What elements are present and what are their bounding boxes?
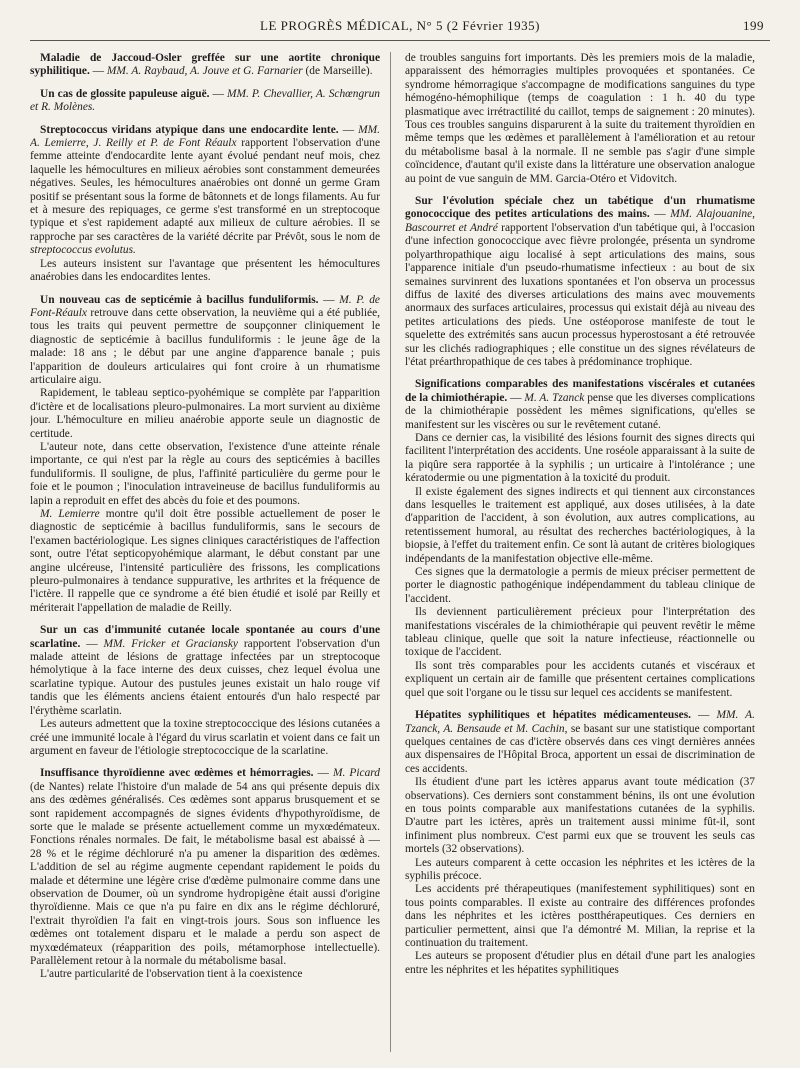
article-text: retrouve dans cette observation, la neuvième qui a été publiée, tous les traits qui peuvent permettre de soupçonner cliniquement le diagnostic de septicémie à bacillus funduliformis : le jeune âge de la malade: 18 ans ; le début par une angine d'apparence banale ; puis l'apparition de douleurs articulaires qui font croire à un rhumatisme articulaire aigu. (30, 306, 380, 386)
article-paragraph: Ils deviennent particulièrement précieux pour l'interprétation des manifestations viscérales de la chimiothérapie qui peuvent revêtir le même tableau clinique, quelle que soit la nature infectieuse, réactionnelle ou toxique de l'accident. (405, 606, 755, 659)
article-paragraph: Ils étudient d'une part les ictères apparus avant toute médication (37 observations). Ces derniers sont constamment bénins, ils ont une évolution en tous points comparable aux manifestations cutanées de la syphilis. D'autre part les ictères, après un traitement aussi minime fût-il, sont infiniment plus nombreux. C'est parmi eux que se trouvent les seuls cas mortels (32 observations). (405, 776, 755, 856)
running-header (30, 18, 770, 36)
article-paragraph: Ces signes que la dermatologie a permis de mieux préciser permettent de porter le diagnostic pathogénique indépendamment du tableau clinique de l'accident. (405, 566, 755, 605)
article-text: pense que les diverses complications de la chimiothérapie possèdent les mêmes significations, qu'elles se manifestent sur les viscères ou sur le revêtement cutané. (405, 391, 755, 431)
article-text: rapportent l'observation d'une femme atteinte d'endocardite lente ayant évolué pendant neuf mois, chez laquelle les hémocultures en milieux aérobies sont constamment demeurées négatives. Seules, les hémocultures anaérobies ont donné un germe Gram positif se présentant sous la forme de bâtonnets et de longs filaments. Au fur et à mesure des repiquages, ce germe s'est transformé en un streptocoque typique et s'est rapidement adapté aux milieux de culture aérobies. Il se rapproche par ses caractères de la variété décrite par Prévôt, sous le nom de (30, 137, 380, 243)
article-title: Significations comparables des manifestations viscérales et cutanées de la chimiothérapie. (405, 378, 755, 404)
article-glossite: Un cas de glossite papuleuse aiguë. — MM. P. Chevallier, A. Schœngrun et R. Molènes. (30, 87, 380, 114)
article-paragraph: Les auteurs insistent sur l'avantage que présentent les hémocultures anaérobies dans les endocardites lentes. (30, 257, 380, 284)
article-authors: M. A. Tzanck (524, 391, 585, 404)
article-tabetique: Sur l'évolution spéciale chez un tabétique d'un rhumatisme gonococcique des petites articulations des mains. — MM. Alajouanine, Bascourret et André rapportent l'observation d'un tabétique qui, à l'occasion d'une infection gonococcique avec fièvre prolongée, présenta un syndrome polyarthropathique aigu localisé à sept articulations des mains, sous l'apparence initiale d'un pseudo-rhumatisme infectieux : au bout de six semaines survinrent des luxations spontanées et l'on observa un processus diffus de laxité des diverses articulations des mains avec mouvements anormaux des surfaces articulaires, processus qui existait déjà au niveau des petites articulations des pieds. Une ostéoporose manifeste de tout le squelette des extrémités sans aucun processus hyperostosant a été retrouvée sur les clichés radiographiques ; elle constitue un des signes révélateurs de l'état préarthropathique de ces tabes à prédominance trophique. (405, 195, 755, 368)
article-text: , se basant sur une statistique comportant quelques centaines de cas d'ictère observés dans ces vingt dernières années aux dispensaires de l'Hôpital Broca, apportent un essai de discrimination de ces accidents. (405, 722, 755, 775)
article-authors: MM. A. Raybaud, A. Jouve et G. Farnarier (106, 65, 303, 78)
article-title: Un nouveau cas de septicémie à bacillus funduliformis. (40, 293, 319, 306)
article-title: Streptococcus viridans atypique dans une endocardite lente. (40, 123, 339, 136)
article-thyroidienne: Insuffisance thyroïdienne avec œdèmes et hémorragies. — M. Picard (de Nantes) relate l'histoire d'un malade de 54 ans qui présente depuis dix ans des œdèmes généralisés. Ces œdèmes sont apparus brusquement et se sont rapidement accompagnés de signes évidents d'hypothyroïdisme, de sorte que le malade se présente actuellement comme un myxœdémateux. Fonctions rénales normales. De fait, le métabolisme basal est abaissé à — 28 % et le régime déchloruré n'a pu amener la disparition des œdèmes. L'addition de sel au régime augmente cependant rapidement le poids du malade et détermine une légère crise d'œdème pulmonaire comme dans une observation de Doumer, où un syndrome hydropigène était aussi d'origine thyroïdienne. Mais ce que n'a pu faire en dix ans le régime déchloruré, l'extrait thyroïdien l'a fait en vingt-trois jours. Sous son influence les œdèmes ont totalement disparu et le malade a perdu son aspect de myxœdémateux (réapparition des poils, métamorphose intellectuelle). Parallèlement retour à la normale du métabolisme basal. L'autre particularité de l'observation tient à la coexistence (30, 767, 380, 981)
article-paragraph: Il existe également des signes indirects et qui tiennent aux circonstances dans lesquelles le traitement est appliqué, aux doses utilisées, à la date d'apparition de l'accident, à son évolution, aux autres complications, au retentissement humoral, au résultat des recherches bactériologiques, à la biopsie, à l'effet du traitement enfin. Ce sont là autant de critères biologiques indépendants de la manifestation objective elle-même. (405, 485, 755, 565)
article-thyroidienne-continued (405, 52, 755, 186)
article-title: Insuffisance thyroïdienne avec œdèmes et hémorragies. (40, 767, 314, 780)
article-paragraph: L'auteur note, dans cette observation, l'existence d'une atteinte rénale importante, ce qui n'est par la règle au cours des septicémies à bacilles funduliformis. Il souligne, de plus, l'affinité particulière du germe pour le foie et le poumon ; l'inoculation intraveineuse de bacillus funduliformis au lapin a reproduit en effet des abcès du foie et des poumons. (30, 440, 380, 507)
article-streptococcus: Streptococcus viridans atypique dans une endocardite lente. — MM. A. Lemierre, J. Reilly et P. de Font Réaulx rapportent l'observation d'une femme atteinte d'endocardite lente ayant évolué pendant neuf mois, chez laquelle les hémocultures en milieux aérobies sont constamment demeurées négatives. Seules, les hémocultures anaérobies ont donné un germe Gram positif se présentant sous la forme de bâtonnets et de longs filaments. Au fur et à mesure des repiquages, ce germe s'est transformé en un streptocoque typique et s'est rapidement adapté aux milieux de culture aérobies. Il se rapproche par ses caractères de la variété décrite par Prévôt, sous le nom de streptococcus evolutus. Les auteurs insistent sur l'avantage que présentent les hémocultures anaérobies dans les endocardites lentes. (30, 123, 380, 284)
article-chimiotherapie: Significations comparables des manifestations viscérales et cutanées de la chimiothérapie. — M. A. Tzanck pense que les diverses complications de la chimiothérapie possèdent les mêmes significations, qu'elles se manifestent sur les viscères ou sur le revêtement cutané. Dans ce dernier cas, la visibilité des lésions fournit des signes directs qui facilitent l'interprétation des accidents. Une roséole apparaissant à la suite de la piqûre sera rapportée à la syphilis ; un urticaire à l'intolérance ; une kératodermie ou une pigmentation à la toxicité du produit. Il existe également des signes indirects et qui tiennent aux circonstances dans lesquelles le traitement est appliqué, aux doses utilisées, à la date d'apparition de l'accident, à son évolution, aux autres complications, au retentissement humoral, au résultat des recherches bactériologiques, à la biopsie, à l'effet du traitement enfin. Ce sont là autant de critères biologiques indépendants de la manifestation objective elle-même. Ces signes que la dermatologie a permis de mieux préciser permettent de porter le diagnostic pathogénique indépendamment du tableau clinique de l'accident. Ils deviennent particulièrement précieux pour l'interprétation des manifestations viscérales de la chimiothérapie qui peuvent revêtir le même tableau clinique, quelle que soit la nature infectieuse, réactionnelle ou toxique de l'accident. Ils sont très comparables pour les accidents cutanés et viscéraux et expliquent un certain air de famille que présentent certaines complications quel que soit l'organe ou le tissu sur lequel ces accidents se manifestent. (405, 378, 755, 699)
article-scarlatine: Sur un cas d'immunité cutanée locale spontanée au cours d'une scarlatine. — MM. Fricker et Graciansky rapportent l'observation d'un malade atteint de lésions de grattage infectées par un streptocoque hémolytique à la face interne des deux cuisses, chez lequel évolua une scarlatine typique. Autour des pustules jeunes existait un halo rouge vif tandis que les éléments anciens étaient entourés d'un halo respecté par l'érythème scarlatin. Les auteurs admettent que la toxine streptococcique des lésions cutanées a créé une immunité locale à l'égard du virus scarlatin et voient dans ce fait un argument en faveur de l'étiologie streptococcique de la scarlatine. (30, 624, 380, 757)
journal-title: LE PROGRÈS MÉDICAL, N° 5 (2 Février 1935) (260, 18, 540, 33)
article-text: montre qu'il doit être possible actuellement de poser le diagnostic de septicémie à bacillus funduliformis, sans le secours de l'examen bactériologique. Les signes cliniques caractéristiques de l'affection sont, outre l'état septicopyohémique alarmant, le début constant par une angine ulcéreuse, l'intensité particulière des frissons, les complications pleuro-pulmonaires à tendance suppurative, les arthrites et la fréquence de l'ictère. Il rappelle que ce syndrome a été bien étudié et isolé par Reilly et mériterait l'appellation de maladie de Reilly. (30, 508, 380, 614)
article-authors: MM. P. Chevallier, A. Schœngrun et R. Molènes. (30, 87, 380, 114)
article-title: Hépatites syphilitiques et hépatites médicamenteuses. (415, 709, 691, 722)
article-authors: M. Lemierre (40, 508, 100, 520)
article-paragraph: Les auteurs admettent que la toxine streptococcique des lésions cutanées a créé une immunité locale à l'égard du virus scarlatin et voient dans ce fait un argument en faveur de l'étiologie streptococcique de la scarlatine. (30, 718, 380, 757)
article-paragraph: Rapidement, le tableau septico-pyohémique se complète par l'apparition d'ictère et de localisations pleuro-pulmonaires. La mort survient au dixième jour. L'hémoculture en milieu anaérobie apporte seule un diagnostic de certitude. (30, 387, 380, 440)
article-authors: MM. Fricker et Graciansky (103, 637, 238, 650)
article-paragraph: Dans ce dernier cas, la visibilité des lésions fournit des signes directs qui facilitent l'interprétation des accidents. Une roséole apparaissant à la suite de la piqûre sera rapportée à la syphilis ; un urticaire à l'intolérance ; une kératodermie ou une pigmentation à la toxicité du produit. (405, 431, 755, 485)
article-paragraph: Les auteurs comparent à cette occasion les néphrites et les ictères de la syphilis précoce. (405, 856, 755, 882)
article-title: Sur l'évolution spéciale chez un tabétique d'un rhumatisme gonococcique des petites articulations des mains. (405, 195, 755, 221)
header-rule (30, 40, 770, 41)
article-authors: M. P. de Font-Réaulx (30, 293, 380, 319)
article-text: (de Nantes) relate l'histoire d'un malade de 54 ans qui présente depuis dix ans des œdèmes généralisés. Ces œdèmes sont apparus brusquement et se sont rapidement accompagnés de signes évidents d'hypothyroïdisme, de sorte que le malade se présente actuellement comme un myxœdémateux. Fonctions rénales normales. De fait, le métabolisme basal est abaissé à — 28 % et le régime déchloruré n'a pu amener la disparition des œdèmes. L'addition de sel au régime augmente cependant rapidement le poids du malade et détermine une légère crise d'œdème pulmonaire comme dans une observation de Doumer, où un syndrome hydropigène était aussi d'origine thyroïdienne. Mais ce que n'a pu faire en dix ans le régime déchloruré, l'extrait thyroïdien l'a fait en vingt-trois jours. Sous son influence les œdèmes ont totalement disparu et le malade a perdu son aspect de myxœdémateux (réapparition des poils, métamorphose intellectuelle). Parallèlement retour à la normale du métabolisme basal. (30, 780, 380, 967)
article-title: Sur un cas d'immunité cutanée locale spontanée au cours d'une scarlatine. (30, 624, 380, 650)
article-septicemie: Un nouveau cas de septicémie à bacillus funduliformis. — M. P. de Font-Réaulx retrouve dans cette observation, la neuvième qui a été publiée, tous les traits qui peuvent permettre de soupçonner cliniquement le diagnostic de septicémie à bacillus funduliformis : le jeune âge de la malade: 18 ans ; le début par une angine d'apparence banale ; puis l'apparition de douleurs articulaires qui font croire à un rhumatisme articulaire aigu. Rapidement, le tableau septico-pyohémique se complète par l'apparition d'ictère et de localisations pleuro-pulmonaires. La mort survient au dixième jour. L'hémoculture en milieu anaérobie apporte seule un diagnostic de certitude. L'auteur note, dans cette observation, l'existence d'une atteinte rénale importante, ce qui n'est par la règle au cours des septicémies à bacilles funduliformis. Il souligne, de plus, l'affinité particulière du germe pour le foie et le poumon ; l'inoculation intraveineuse de bacillus funduliformis au lapin a reproduit en effet des abcès du foie et des poumons. M. Lemierre montre qu'il doit être possible actuellement de poser le diagnostic de septicémie à bacillus funduliformis, sans le secours de l'examen bactériologique. Les signes cliniques caractéristiques de l'affection sont, outre l'état septicopyohémique alarmant, le début constant par une angine ulcéreuse, l'intensité particulière des frissons, les complications pleuro-pulmonaires à tendance suppurative, les arthrites et la fréquence de l'ictère. Il rappelle que ce syndrome a été bien étudié et isolé par Reilly et mériterait l'appellation de maladie de Reilly. (30, 293, 380, 614)
article-authors: MM. A. Lemierre, J. Reilly et P. de Font Réaulx (30, 123, 380, 150)
article-text: rapportent l'observation d'un tabétique qui, à l'occasion d'une infection gonococcique avec fièvre prolongée, présenta un syndrome polyarthropathique aigu localisé à sept articulations des mains, sous l'apparence initiale d'un pseudo-rhumatisme infectieux : au bout de six semaines survinrent des luxations spontanées et l'on observa un processus diffus de laxité des diverses articulations des mains avec mouvements anormaux des surfaces articulaires, processus qui existait déjà au niveau des petites articulations des pieds. Une ostéoporose manifeste de tout le squelette des extrémités sans aucun processus hyperostosant a été retrouvée sur les clichés radiographiques ; elle constitue un des signes révélateurs de l'état préarthropathique de ces tabes à prédominance trophique. (405, 221, 755, 368)
article-title: Un cas de glossite papuleuse aiguë. (40, 87, 210, 100)
article-paragraph: Les auteurs se proposent d'étudier plus en détail d'une part les analogies entre les néphrites et les hépatites syphilitiques (405, 950, 755, 976)
species-name: streptococcus evolutus. (30, 244, 136, 257)
article-paragraph: Les accidents pré thérapeutiques (manifestement syphilitiques) sont en tous points comparables. Il existe au contraire des différences profondes dans les néphrites et les ictères postthérapeutiques. Ces derniers en particulier permettent, ainsi que l'a démontré M. Milian, la reprise et la continuation du traitement. (405, 883, 755, 949)
article-hepatites: Hépatites syphilitiques et hépatites médicamenteuses. — MM. A. Tzanck, A. Bensaude et M. Cachin, se basant sur une statistique comportant quelques centaines de cas d'ictère observés dans ces vingt dernières années aux dispensaires de l'Hôpital Broca, apportent un essai de discrimination de ces accidents. Ils étudient d'une part les ictères apparus avant toute médication (37 observations). Ces derniers sont constamment bénins, ils ont une évolution en tous points comparable aux manifestations cutanées de la syphilis. D'autre part les ictères, après un traitement aussi minime fût-il, sont infiniment plus nombreux. C'est parmi eux que se trouvent les seuls cas mortels (32 observations). Les auteurs comparent à cette occasion les néphrites et les ictères de la syphilis précoce. Les accidents pré thérapeutiques (manifestement syphilitiques) sont en tous points comparables. Il existe au contraire des différences profondes dans les néphrites et les ictères postthérapeutiques. Ces derniers en particulier permettent, ainsi que l'a démontré M. Milian, la reprise et la continuation du traitement. Les auteurs se proposent d'étudier plus en détail d'une part les analogies entre les néphrites et les hépatites syphilitiques (405, 709, 755, 976)
article-title: Maladie de Jaccoud-Osler greffée sur une aortite chronique syphilitique. (30, 52, 380, 78)
article-paragraph: L'autre particularité de l'observation tient à la coexistence (40, 968, 303, 981)
left-column (30, 52, 380, 1062)
right-column (405, 52, 755, 1062)
column-divider (390, 52, 391, 1052)
page-number: 199 (743, 18, 764, 33)
article-authors: MM. Alajouanine, Bascourret et André (405, 208, 755, 234)
article-paragraph: de troubles sanguins fort importants. Dès les premiers mois de la maladie, apparaissent des hémorragies multiples provoquées et spontanées. Ce syndrome hémorragique s'accompagne de modifications sanguines du type hémogéno-hémophilique (temps de coagulation : 1 h. 40 du type plasmatique avec irrétractilité du caillot, temps de saignement : 20 minutes). Tous ces troubles sanguins disparurent à la suite du traitement thyroïdien en même temps que les œdèmes et parallèlement à l'amélioration et au retour du métabolisme basal à la normale. Il ne semble pas s'agir d'une simple coïncidence, d'autant qu'il existe dans la littérature une observation analogue au point de vue sanguin de MM. Garcia-Otéro et Vidovitch. (405, 52, 755, 185)
article-paragraph: Ils sont très comparables pour les accidents cutanés et viscéraux et expliquent un certain air de famille que présentent certaines complications quel que soit l'organe ou le tissu sur lequel ces accidents se manifestent. (405, 659, 755, 699)
article-text: rapportent l'observation d'un malade atteint de lésions de grattage infectées par un streptocoque hémolytique à la face interne des deux cuisses, chez lequel évolua une scarlatine typique. Autour des pustules jeunes existait un halo rouge vif tandis que les éléments anciens étaient entourés d'un halo respecté par l'érythème scarlatin. (30, 637, 380, 717)
article-jaccoud-osler: Maladie de Jaccoud-Osler greffée sur une aortite chronique syphilitique. — MM. A. Raybaud, A. Jouve et G. Farnarier (de Marseille). (30, 52, 380, 78)
article-authors: MM. A. Tzanck, A. Bensaude et M. Cachin (405, 709, 755, 735)
article-authors: M. Picard (333, 767, 380, 780)
